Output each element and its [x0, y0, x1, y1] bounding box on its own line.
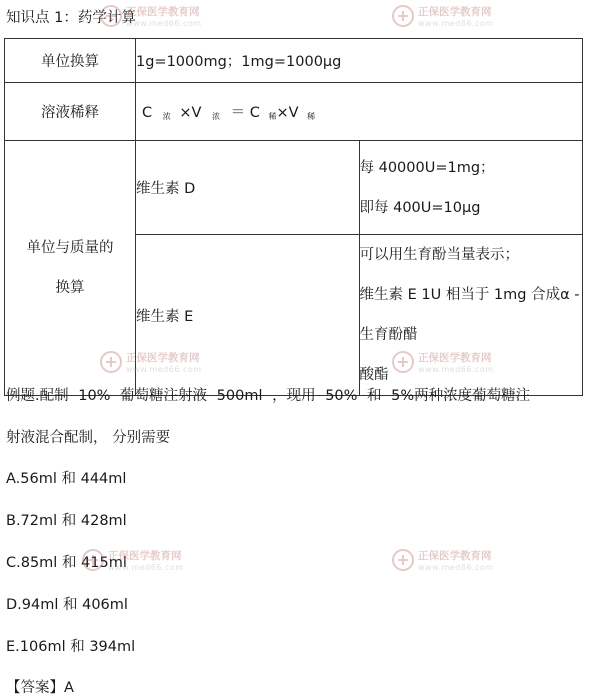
question-stem-line2: 射液混合配制， 分别需要	[6, 430, 171, 446]
watermark-url: www.med66.com	[126, 19, 202, 28]
watermark-url: www.med66.com	[418, 19, 494, 28]
formula-sub-conc: 浓	[162, 112, 171, 121]
vitamin-e-line2: 维生素 E 1U 相当于 1mg 合成α - 生育酚醋	[359, 287, 580, 343]
pharmacy-calc-table	[4, 38, 583, 396]
watermark	[126, 4, 202, 28]
watermark-url: www.med66.com	[418, 563, 494, 572]
vitamin-d-label: 维生素 D	[136, 141, 360, 235]
option-b: B.72ml 和 428ml	[6, 513, 127, 529]
table-row	[5, 39, 583, 83]
watermark-name: 正保医学教育网	[126, 6, 200, 18]
section-title: 知识点 1：药学计算	[6, 10, 136, 26]
vitamin-d-detail	[359, 141, 583, 235]
row-label-unit-mass	[5, 141, 136, 396]
formula-equals-c: ＝ C	[230, 105, 260, 121]
watermark-url: www.med66.com	[126, 365, 202, 374]
question-stem-line1: 例题.配制 10% 葡萄糖注射液 500ml ，现用 50% 和 5%两种浓度葡萄糖注	[6, 388, 531, 404]
watermark-name: 正保医学教育网	[418, 6, 492, 18]
table-row	[5, 141, 583, 235]
formula-sub-dilute-2: 稀	[307, 112, 316, 121]
vitamin-e-line1: 可以用生育酚当量表示；	[359, 247, 519, 263]
watermark-name: 正保医学教育网	[418, 352, 492, 364]
option-a: A.56ml 和 444ml	[6, 471, 127, 487]
vitamin-d-line1: 每 40000U=1mg；	[359, 159, 495, 176]
option-d: D.94ml 和 406ml	[6, 597, 128, 613]
unit-mass-label-line2: 换算	[55, 280, 85, 296]
table-row	[5, 83, 583, 141]
formula-times-v: ×V	[179, 105, 202, 121]
option-c: C.85ml 和 415ml	[6, 555, 127, 571]
watermark-name: 正保医学教育网	[108, 550, 182, 562]
formula-sub-dilute: 稀	[268, 112, 277, 121]
watermark	[418, 4, 494, 28]
row-label-unit-conversion: 单位换算	[5, 39, 136, 83]
vitamin-e-detail	[359, 235, 583, 396]
unit-conversion-value: 1g=1000mg；1mg=1000μg	[136, 39, 583, 83]
answer: 【答案】A	[6, 680, 74, 696]
watermark-logo-icon	[392, 5, 414, 27]
unit-mass-label-line1: 单位与质量的	[26, 240, 114, 256]
formula-times-v2: ×V	[276, 105, 299, 121]
dilution-formula	[136, 83, 583, 141]
vitamin-e-line3: 酸酯	[359, 367, 389, 383]
watermark-name: 正保医学教育网	[418, 550, 492, 562]
vitamin-d-line2: 即每 400U=10μg	[359, 199, 481, 216]
formula-c: C	[142, 105, 153, 121]
watermark-name: 正保医学教育网	[126, 352, 200, 364]
formula-sub-conc-2: 浓	[212, 112, 221, 121]
option-e: E.106ml 和 394ml	[6, 639, 136, 655]
row-label-dilution: 溶液稀释	[5, 83, 136, 141]
watermark-url: www.med66.com	[418, 365, 494, 374]
vitamin-e-label: 维生素 E	[136, 235, 360, 396]
watermark-url: www.med66.com	[108, 563, 184, 572]
